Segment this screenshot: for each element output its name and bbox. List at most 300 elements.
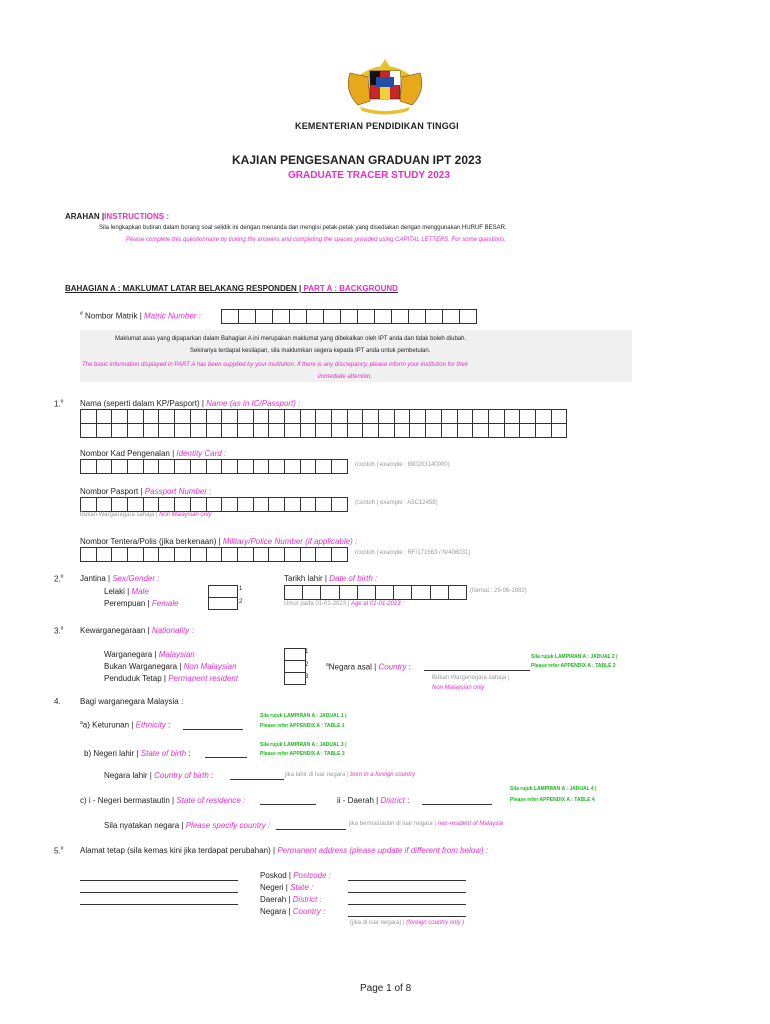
hash-mark: # (60, 846, 64, 852)
postcode-ms: Poskod | (260, 871, 291, 880)
char-box[interactable] (362, 423, 379, 438)
char-box[interactable] (221, 497, 238, 512)
district-label: ii - Daerah | District : (337, 796, 410, 805)
malaysian-code: 1 (305, 649, 309, 655)
char-box[interactable] (289, 309, 307, 324)
char-box[interactable] (190, 409, 207, 424)
postcode-label (260, 871, 331, 880)
military-label (80, 537, 357, 546)
ic-label-en: Identity Card : (176, 449, 227, 458)
nationality-label-ms: Kewarganegaraan | (80, 626, 150, 635)
char-box[interactable] (284, 585, 303, 600)
char-box[interactable] (551, 423, 568, 438)
name-input-row-2[interactable] (80, 423, 566, 438)
section-a-title-en: PART A : BACKGROUND (303, 284, 398, 293)
non-malaysian-en: Non Malaysian (183, 662, 237, 671)
passport-label-ms: Nombor Pasport | (80, 487, 143, 496)
state-en: State : (290, 883, 314, 892)
specify-country-label (104, 821, 270, 830)
q5-num: 5. (54, 846, 61, 856)
char-box[interactable] (315, 497, 332, 512)
char-box[interactable] (253, 547, 270, 562)
char-box[interactable] (237, 409, 254, 424)
char-box[interactable] (237, 497, 254, 512)
char-box[interactable] (237, 423, 254, 438)
birth-country-note (285, 772, 415, 778)
char-box[interactable] (284, 547, 301, 562)
char-box[interactable] (551, 409, 568, 424)
note-en-2: immediate attention. (318, 374, 373, 380)
gender-label-ms: Jantina | (80, 574, 111, 583)
birth-country-note-ms: jika lahir di luar negara | (285, 772, 349, 778)
q5-number (54, 846, 63, 856)
page-title: KAJIAN PENGESANAN GRADUAN IPT 2023 (232, 153, 482, 167)
foreign-country-note (350, 920, 464, 926)
malaysian-option-label (104, 650, 195, 659)
female-ms: Perempuan | (104, 599, 150, 608)
char-box[interactable] (331, 497, 348, 512)
address-country-ms: Negara | (260, 907, 291, 916)
char-box[interactable] (80, 497, 97, 512)
char-box[interactable] (300, 423, 317, 438)
char-box[interactable] (127, 497, 144, 512)
instructions-heading (65, 212, 169, 221)
char-box[interactable] (519, 423, 536, 438)
char-box[interactable] (315, 423, 332, 438)
char-box[interactable] (268, 409, 285, 424)
char-box[interactable] (323, 309, 341, 324)
char-box[interactable] (411, 585, 430, 600)
district-input[interactable] (422, 804, 492, 805)
birth-country-input[interactable] (230, 779, 284, 780)
char-box[interactable] (237, 459, 254, 474)
residence-state-label (80, 796, 245, 805)
char-box[interactable] (206, 497, 223, 512)
char-box[interactable] (253, 459, 270, 474)
note-en-1: The basic information displayed in PART A has been supplied by your institution. If there is any discrepancy, please inform your institution for their (82, 362, 469, 368)
birth-state-en: State of birth (140, 749, 187, 758)
char-box[interactable] (190, 423, 207, 438)
char-box[interactable] (96, 547, 113, 562)
char-box[interactable] (158, 409, 175, 424)
char-box[interactable] (340, 309, 358, 324)
nationality-label-en: Nationality : (151, 626, 194, 635)
char-box[interactable] (331, 547, 348, 562)
male-en: Male (131, 587, 149, 596)
char-box[interactable] (284, 409, 301, 424)
ethnicity-ms: a) Keturunan | (82, 720, 134, 730)
birth-state-ms: b) Negeri lahir | (84, 749, 139, 758)
district-ref-2: Please refer APPENDIX A : TABLE 4 (510, 797, 595, 803)
char-box[interactable] (111, 409, 128, 424)
char-box[interactable] (378, 409, 395, 424)
char-box[interactable] (391, 309, 409, 324)
char-box[interactable] (535, 409, 552, 424)
state-input[interactable] (348, 892, 466, 893)
military-label-en: Military/Police Number (if applicable) : (222, 537, 358, 546)
char-box[interactable] (425, 423, 442, 438)
birth-country-en: Country of birth (154, 771, 209, 780)
male-option-label (104, 587, 149, 596)
specify-note-ms: jika bermastautin di luar negara | (349, 821, 436, 827)
passport-example: (contoh | example : A5C12458) (355, 500, 438, 506)
char-box[interactable] (284, 423, 301, 438)
char-box[interactable] (425, 409, 442, 424)
ministry-name: KEMENTERIAN PENDIDIKAN TINGGI (295, 121, 459, 131)
hash-mark: # (60, 626, 64, 632)
name-label-ms: Nama (seperti dalam KP/Pasport) | (80, 399, 204, 408)
char-box[interactable] (190, 547, 207, 562)
birth-country-note-en: born in a foreign country (350, 772, 415, 778)
malaysian-en: Malaysian (158, 650, 195, 659)
char-box[interactable] (320, 585, 339, 600)
char-box[interactable] (143, 423, 160, 438)
section-a-title-ms: BAHAGIAN A : MAKLUMAT LATAR BELAKANG RESPONDEN | (65, 284, 302, 293)
char-box[interactable] (127, 409, 144, 424)
char-box[interactable] (268, 497, 285, 512)
ic-label (80, 449, 226, 458)
char-box[interactable] (331, 409, 348, 424)
non-malaysian-code: 2 (305, 662, 309, 668)
char-box[interactable] (221, 547, 238, 562)
country-non-my-2: Non Malaysian only (432, 685, 485, 691)
char-box[interactable] (442, 309, 460, 324)
char-box[interactable] (143, 409, 160, 424)
char-box[interactable] (190, 459, 207, 474)
char-box[interactable] (111, 459, 128, 474)
q3-num: 3. (54, 626, 61, 636)
instructions-label-en: INSTRUCTIONS : (104, 212, 170, 221)
instructions-text-ms: Sila lengkapkan butiran dalam borang soal selidik ini dengan menanda dan mengisi petak-petak yang disediakan dengan menggunakan HURUF BESAR. (99, 225, 507, 231)
char-box[interactable] (80, 459, 97, 474)
birth-state-label: b) Negeri lahir | State of birth : (84, 749, 191, 758)
birth-state-ref-2: Please refer APPENDIX A : TABLE 3 (260, 751, 345, 757)
q4-number: 4. (54, 697, 61, 706)
address-label (80, 846, 488, 855)
note-ms-2: Sekiranya terdapat kesilapan, sila maklumkan segera kepada IPT anda untuk pembetulan. (190, 348, 431, 354)
address-country-label (260, 907, 325, 916)
char-box[interactable] (80, 423, 97, 438)
female-checkbox[interactable] (208, 597, 238, 610)
specify-country-input[interactable] (276, 829, 346, 830)
char-box[interactable] (268, 423, 285, 438)
foreign-note-ms: (jika di luar negara) | (350, 920, 405, 926)
address-district-label (260, 895, 322, 904)
char-box[interactable] (253, 409, 270, 424)
char-box[interactable] (206, 409, 223, 424)
address-district-ms: Daerah | (260, 895, 291, 904)
char-box[interactable] (143, 497, 160, 512)
passport-label (80, 487, 211, 496)
ethnicity-ref-2: Please refer APPENDIX A : TABLE 1 (260, 723, 345, 729)
name-label (80, 399, 300, 408)
char-box[interactable] (441, 409, 458, 424)
hash-mark: # (60, 574, 64, 580)
char-box[interactable] (206, 423, 223, 438)
gender-label (80, 574, 159, 583)
char-box[interactable] (221, 409, 238, 424)
ic-example: (contoh | example : 890203140000) (355, 462, 450, 468)
char-box[interactable] (272, 309, 290, 324)
address-country-en: Country : (292, 907, 326, 916)
country-origin-ms: Negara asal | (328, 662, 377, 672)
char-box[interactable] (300, 547, 317, 562)
dob-label (284, 574, 377, 583)
char-box[interactable] (253, 497, 270, 512)
char-box[interactable] (111, 547, 128, 562)
char-box[interactable] (425, 309, 443, 324)
ethnicity-label: $^a$a) Keturunan | Ethnicity : (80, 720, 171, 730)
char-box[interactable] (174, 409, 191, 424)
dob-input[interactable] (284, 585, 466, 600)
char-box[interactable] (111, 497, 128, 512)
char-box[interactable] (158, 423, 175, 438)
char-box[interactable] (80, 547, 97, 562)
char-box[interactable] (315, 547, 332, 562)
address-country-input[interactable] (348, 916, 466, 917)
char-box[interactable] (143, 459, 160, 474)
char-box[interactable] (535, 423, 552, 438)
residence-state-ms: c) i - Negeri bermastautin | (80, 796, 175, 805)
char-box[interactable] (80, 409, 97, 424)
q3-number (54, 626, 63, 636)
char-box[interactable] (221, 309, 239, 324)
name-label-en: Name (as in IC/Passport) : (206, 399, 301, 408)
char-box[interactable] (394, 409, 411, 424)
address-label-ms: Alamat tetap (sila kemas kini jika terdapat perubahan) | (80, 846, 276, 855)
char-box[interactable] (362, 409, 379, 424)
char-box[interactable] (96, 423, 113, 438)
age-label-en: Age at 01-01-2023 : (350, 601, 404, 607)
country-ref-2: Please refer APPENDIX A : TABLE 2 (531, 663, 616, 669)
specify-country-ms: Sila nyatakan negara | (104, 821, 184, 830)
nationality-label (80, 626, 194, 635)
char-box[interactable] (111, 423, 128, 438)
district-ref-1: Sila rujuk LAMPIRAN A : JADUAL 4 | (510, 786, 597, 792)
hash-mark: # (60, 399, 64, 405)
postcode-en: Postcode : (293, 871, 332, 880)
char-box[interactable] (394, 423, 411, 438)
char-box[interactable] (300, 497, 317, 512)
char-box[interactable] (96, 409, 113, 424)
char-box[interactable] (268, 459, 285, 474)
military-label-ms: Nombor Tentera/Polis (jika berkenaan) | (80, 537, 221, 546)
char-box[interactable] (158, 497, 175, 512)
char-box[interactable] (300, 459, 317, 474)
char-box[interactable] (306, 309, 324, 324)
char-box[interactable] (430, 585, 449, 600)
q1-number (54, 399, 63, 409)
char-box[interactable] (127, 547, 144, 562)
malaysian-ms: Warganegara | (104, 650, 157, 659)
char-box[interactable] (408, 309, 426, 324)
q2-number (54, 574, 63, 584)
age-label (284, 601, 404, 607)
a-mark: a (80, 720, 83, 726)
char-box[interactable] (268, 547, 285, 562)
char-box[interactable] (504, 409, 521, 424)
char-box[interactable] (374, 309, 392, 324)
char-box[interactable] (96, 459, 113, 474)
char-box[interactable] (448, 585, 467, 600)
char-box[interactable] (331, 459, 348, 474)
female-option-label (104, 599, 179, 608)
char-box[interactable] (284, 459, 301, 474)
char-box[interactable] (393, 585, 412, 600)
non-malaysian-ms: Bukan Warganegara | (104, 662, 182, 671)
char-box[interactable] (255, 309, 273, 324)
permanent-resident-checkbox[interactable] (284, 672, 309, 685)
foreign-note-en: (foreign country only ) (406, 920, 465, 926)
char-box[interactable] (457, 423, 474, 438)
gender-label-en: Sex/Gender : (112, 574, 160, 583)
dob-label-ms: Tarikh lahir | (284, 574, 327, 583)
non-malaysian-note (80, 512, 211, 518)
male-code: 1 (239, 586, 243, 592)
char-box[interactable] (127, 423, 144, 438)
state-ms: Negeri | (260, 883, 288, 892)
postcode-input[interactable] (348, 880, 466, 881)
non-malaysian-option-label (104, 662, 237, 671)
a-mark: a (326, 662, 329, 668)
ministry-crest (330, 55, 440, 117)
section-a-title (65, 284, 398, 293)
permanent-resident-option-label (104, 674, 238, 683)
char-box[interactable] (206, 459, 223, 474)
country-non-my-1: Bukan Warganegara sahaja | (432, 675, 510, 681)
address-label-en: Permanent address (please update if different from below) : (277, 846, 489, 855)
char-box[interactable] (253, 423, 270, 438)
char-box[interactable] (174, 423, 191, 438)
ethnicity-ref-1: Sila rujuk LAMPIRAN A : JADUAL 1 | (260, 713, 347, 719)
char-box[interactable] (331, 423, 348, 438)
district-ms: ii - Daerah | (337, 796, 379, 805)
specify-country-en: Please specify country : (185, 821, 271, 830)
non-malaysian-note-ms: Bukan Warganegara sahaja | (80, 512, 158, 518)
matric-label (80, 311, 201, 321)
address-district-en: District : (292, 895, 322, 904)
char-box[interactable] (300, 409, 317, 424)
page-subtitle: GRADUATE TRACER STUDY 2023 (288, 170, 450, 181)
country-origin-input[interactable] (424, 670, 530, 671)
non-malaysian-note-en: Non Malaysian only (159, 512, 212, 518)
char-box[interactable] (174, 547, 191, 562)
note-ms-1: Maklumat asas yang dipaparkan dalam Bahagian A ini merupakan maklumat yang dibekalkan oleh IPT anda dan tidak boleh diubah. (115, 336, 467, 342)
char-box[interactable] (315, 459, 332, 474)
permanent-resident-en: Permanent resident (168, 674, 239, 683)
specify-country-note (349, 821, 503, 827)
char-box[interactable] (221, 459, 238, 474)
instructions-label: ARAHAN | (65, 212, 105, 221)
char-box[interactable] (488, 409, 505, 424)
male-ms: Lelaki | (104, 587, 130, 596)
char-box[interactable] (127, 459, 144, 474)
char-box[interactable] (237, 547, 254, 562)
dob-format: (format : 29-06-1982) (470, 588, 527, 594)
char-box[interactable] (339, 585, 358, 600)
char-box[interactable] (378, 423, 395, 438)
char-box[interactable] (284, 497, 301, 512)
char-box[interactable] (472, 409, 489, 424)
military-example: (contoh | example : RF/171563 / N/406031) (355, 550, 471, 556)
char-box[interactable] (488, 423, 505, 438)
char-box[interactable] (409, 423, 426, 438)
residence-state-en: State of residence : (176, 796, 246, 805)
char-box[interactable] (441, 423, 458, 438)
char-box[interactable] (519, 409, 536, 424)
q1-num: 1. (54, 399, 61, 409)
military-input[interactable] (80, 547, 347, 562)
specify-note-en: non-resident of Malaysia (437, 821, 503, 827)
birth-state-ref-1: Sila rujuk LAMPIRAN A : JADUAL 3 | (260, 742, 347, 748)
matric-label-ms: Nombor Matrik | (85, 311, 142, 321)
char-box[interactable] (238, 309, 256, 324)
char-box[interactable] (375, 585, 394, 600)
char-box[interactable] (357, 585, 376, 600)
dob-label-en: Date of birth : (329, 574, 378, 583)
address-district-input[interactable] (348, 904, 466, 905)
ethnicity-en: Ethnicity (135, 720, 166, 730)
char-box[interactable] (357, 309, 375, 324)
q2-num: 2. (54, 574, 61, 584)
passport-label-en: Passport Number : (144, 487, 212, 496)
hash-mark: # (80, 311, 83, 317)
char-box[interactable] (174, 459, 191, 474)
char-box[interactable] (206, 547, 223, 562)
district-en: District (380, 796, 405, 805)
permanent-resident-code: 3 (305, 674, 309, 680)
char-box[interactable] (347, 409, 364, 424)
char-box[interactable] (174, 497, 191, 512)
char-box[interactable] (96, 497, 113, 512)
female-en: Female (151, 599, 179, 608)
char-box[interactable] (409, 409, 426, 424)
matric-label-en: Matric Number : (144, 311, 201, 321)
char-box[interactable] (459, 309, 477, 324)
name-input-row-1[interactable] (80, 409, 566, 424)
char-box[interactable] (315, 409, 332, 424)
instructions-text-en: Please complete this questionnaire by ticking the answers and completing the spaces provided using CAPITAL LETTERS. For some questions, (126, 237, 506, 243)
state-label (260, 883, 313, 892)
char-box[interactable] (158, 547, 175, 562)
country-ref-1: Sila rujuk LAMPIRAN A : JADUAL 2 | (531, 654, 618, 660)
birth-country-label: Negara lahir | Country of birth : (104, 771, 214, 780)
address-line-2[interactable] (80, 892, 238, 893)
char-box[interactable] (472, 423, 489, 438)
char-box[interactable] (347, 423, 364, 438)
char-box[interactable] (190, 497, 207, 512)
ic-label-ms: Nombor Kad Pengenalan | (80, 449, 175, 458)
birth-state-input[interactable] (205, 757, 247, 758)
passport-input[interactable] (80, 497, 347, 512)
char-box[interactable] (302, 585, 321, 600)
address-line-1[interactable] (80, 880, 238, 881)
matric-number-input[interactable] (221, 309, 476, 324)
permanent-resident-ms: Penduduk Tetap | (104, 674, 166, 683)
residence-state-input[interactable] (260, 804, 316, 805)
page-number: Page 1 of 8 (360, 983, 412, 994)
ic-input[interactable] (80, 459, 347, 474)
char-box[interactable] (143, 547, 160, 562)
char-box[interactable] (457, 409, 474, 424)
female-code: 2 (239, 599, 243, 605)
ethnicity-input[interactable] (183, 729, 243, 730)
char-box[interactable] (221, 423, 238, 438)
char-box[interactable] (504, 423, 521, 438)
address-line-3[interactable] (80, 904, 238, 905)
age-label-ms: Umur pada 01-01-2023 | (284, 601, 350, 607)
char-box[interactable] (158, 459, 175, 474)
